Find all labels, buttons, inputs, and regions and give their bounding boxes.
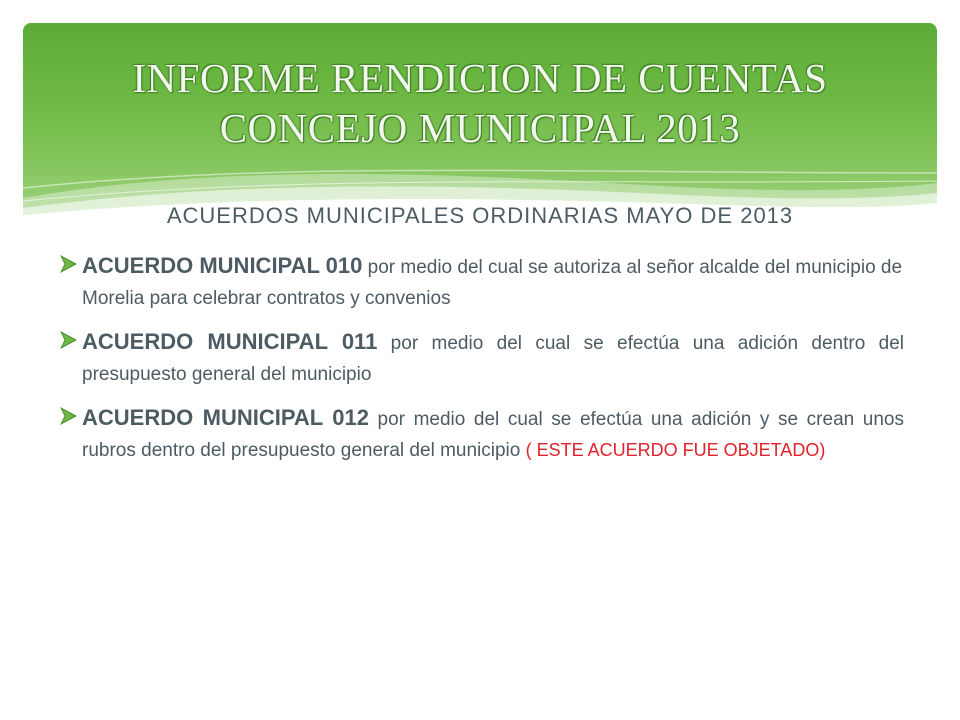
title-banner (23, 23, 937, 223)
arrowhead-bullet-icon (58, 330, 78, 350)
agreement-text: por medio del cual se autoriza al señor alcalde del municipio de Morelia para celebrar contratos y convenios (82, 257, 903, 309)
arrowhead-bullet-icon (58, 406, 78, 426)
agreement-text: por medio del cual se efectúa una adición y se crean unos rubros dentro del presupuesto general del municipio (82, 409, 904, 461)
objection-note: ( ESTE ACUERDO FUE OBJETADO) (525, 440, 826, 460)
list-item (58, 326, 904, 390)
title-line-1: INFORME RENDICION DE CUENTAS (132, 55, 828, 101)
page-title (23, 53, 937, 153)
list-item (58, 402, 904, 466)
subtitle: ACUERDOS MUNICIPALES ORDINARIAS MAYO DE 2013 (166, 203, 794, 228)
agreement-title: ACUERDO MUNICIPAL 010 (82, 253, 363, 278)
agreement-title: ACUERDO MUNICIPAL 012 (82, 405, 369, 430)
agreement-title: ACUERDO MUNICIPAL 011 (82, 329, 378, 354)
list-item (58, 250, 904, 314)
agreement-text: por medio del cual se efectúa una adición dentro del presupuesto general del municipio (82, 333, 904, 385)
title-line-2: CONCEJO MUNICIPAL 2013 (219, 105, 741, 151)
agreement-list (58, 250, 904, 478)
arrowhead-bullet-icon (58, 254, 78, 274)
